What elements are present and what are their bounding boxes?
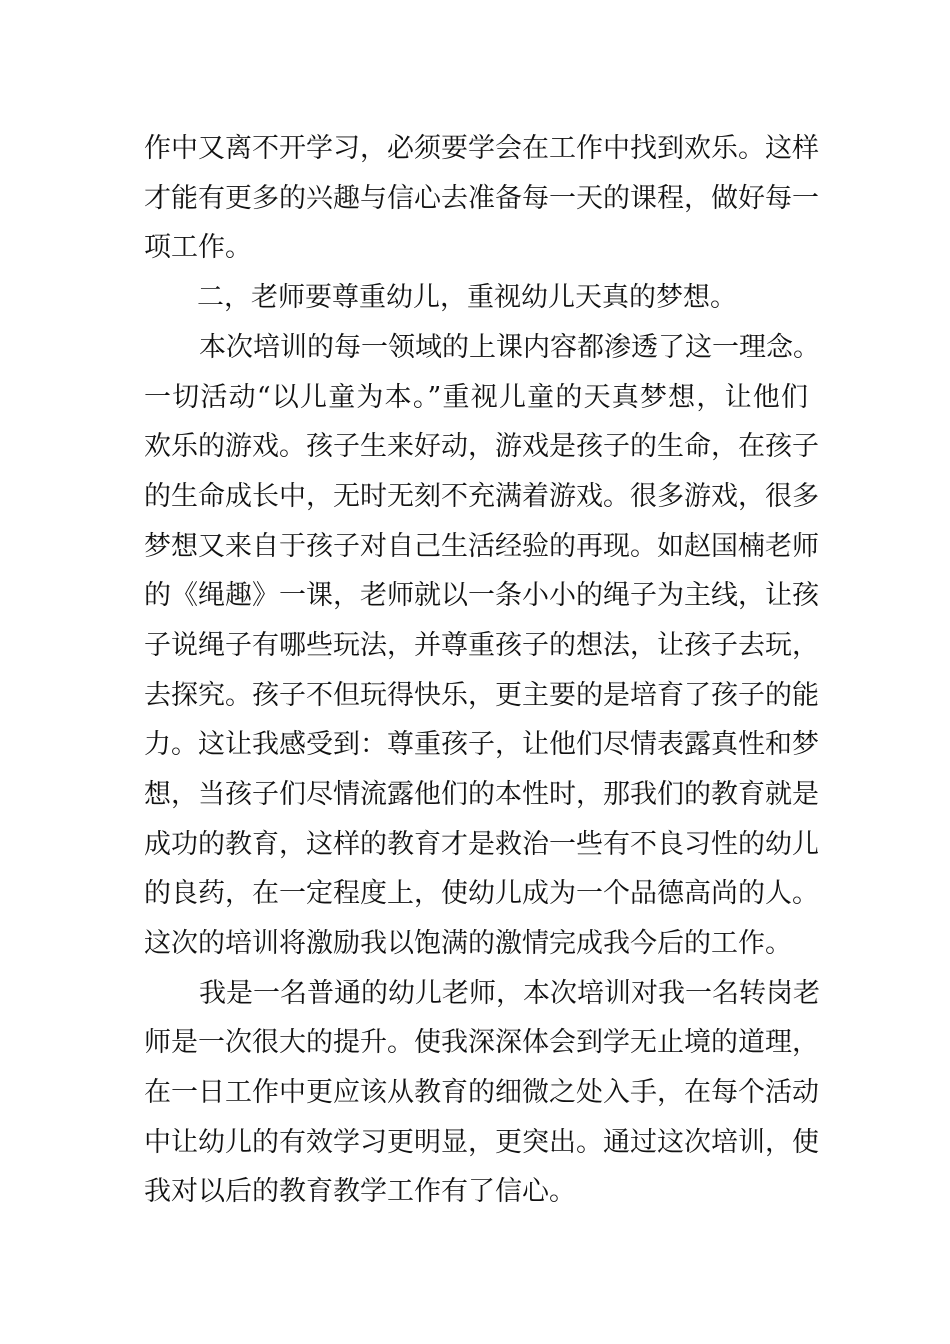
text-line: 项工作。	[144, 232, 252, 263]
text-line: 本次培训的每一领域的上课内容都渗透了这一理念。	[199, 332, 820, 363]
text-line: 去探究。孩子不但玩得快乐，更主要的是培育了孩子的能	[144, 680, 819, 711]
text-line: 这次的培训将激励我以饱满的激情完成我今后的工作。	[144, 928, 792, 959]
text-line: 想，当孩子们尽情流露他们的本性时，那我们的教育就是	[144, 779, 819, 810]
text-line: 的《绳趣》一课，老师就以一条小小的绳子为主线，让孩	[144, 580, 819, 611]
text-line: 欢乐的游戏。孩子生来好动，游戏是孩子的生命，在孩子	[144, 431, 819, 462]
text-line: 的生命成长中，无时无刻不充满着游戏。很多游戏，很多	[144, 481, 819, 512]
text-line: 梦想又来自于孩子对自己生活经验的再现。如赵国楠老师	[144, 531, 819, 562]
text-line: 在一日工作中更应该从教育的细微之处入手，在每个活动	[144, 1077, 819, 1108]
section-heading: 二，老师要尊重幼儿，重视幼儿天真的梦想。	[197, 282, 737, 313]
text-line: 我是一名普通的幼儿老师，本次培训对我一名转岗老	[199, 978, 820, 1009]
text-line: 我对以后的教育教学工作有了信心。	[144, 1176, 576, 1207]
text-line: 成功的教育，这样的教育才是救治一些有不良习性的幼儿	[144, 829, 819, 860]
text-line: 作中又离不开学习，必须要学会在工作中找到欢乐。这样	[144, 133, 819, 164]
text-line: 力。这让我感受到：尊重孩子，让他们尽情表露真性和梦	[144, 729, 819, 760]
text-line: 师是一次很大的提升。使我深深体会到学无止境的道理，	[144, 1027, 819, 1058]
text-line: 才能有更多的兴趣与信心去准备每一天的课程，做好每一	[144, 183, 819, 214]
text-line: 中让幼儿的有效学习更明显，更突出。通过这次培训，使	[144, 1127, 819, 1158]
text-line: 子说绳子有哪些玩法，并尊重孩子的想法，让孩子去玩，	[144, 630, 819, 661]
text-line: 一切活动“以儿童为本。”重视儿童的天真梦想，让他们	[144, 382, 808, 413]
text-line: 的良药，在一定程度上，使幼儿成为一个品德高尚的人。	[144, 878, 819, 909]
